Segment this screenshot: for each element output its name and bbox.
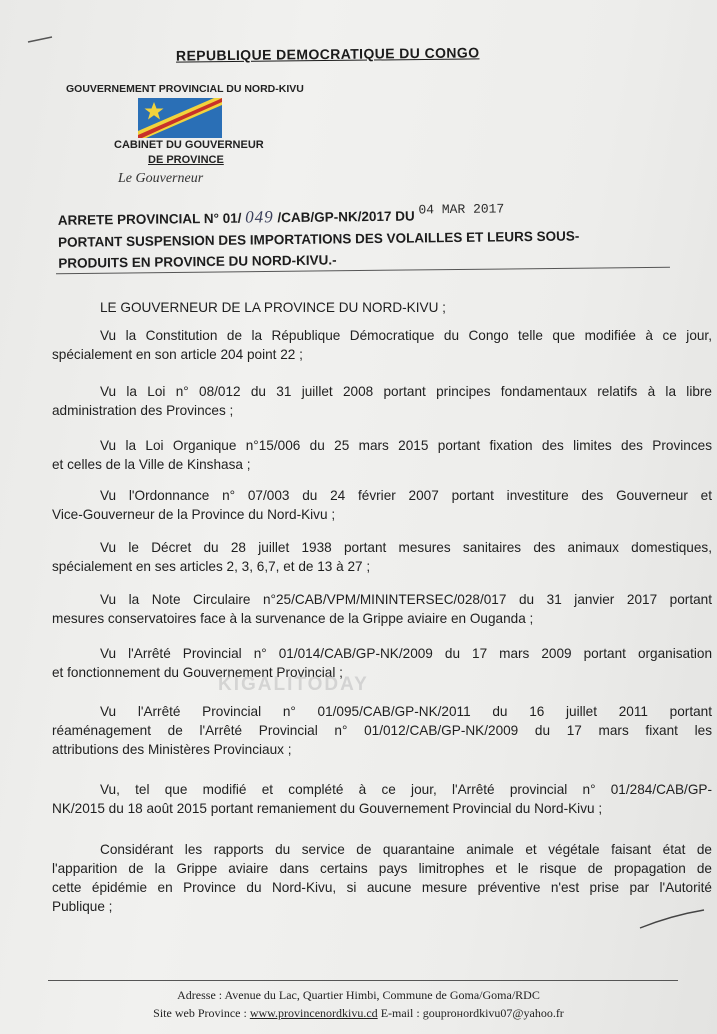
opening-line: LE GOUVERNEUR DE LA PROVINCE DU NORD-KIVU ;	[100, 300, 446, 315]
footer-address: Adresse : Avenue du Lac, Quartier Himbi, Commune de Goma/Goma/RDC	[177, 988, 540, 1002]
arrete-title	[58, 201, 689, 274]
paragraph-arrete-2009: Vu l'Arrêté Provincial n° 01/014/CAB/GP-NK/2009 du 17 mars 2009 portant organisation et fonctionnement du Gouvernement Provincial ;	[52, 646, 712, 680]
website-link[interactable]: www.provincenordkivu.cd	[249, 1006, 378, 1020]
cabinet-block	[114, 138, 264, 168]
paragraph-considerant: Considérant les rapports du service de quarantaine animale et végétale faisant état de l'apparition de la Grippe aviaire dans certains pays limitrophes et le risque de propagation de cette épidémie en Province du Nord-Kivu, si aucune mesure préventive n'est prise par l'Autorité Publique ;	[52, 842, 712, 914]
paragraph-loi-organique: Vu la Loi Organique n°15/006 du 25 mars 2015 portant fixation des limites des Provinces et celles de la Ville de Kinshasa ;	[52, 438, 712, 472]
web-label: Site web Province :	[153, 1006, 250, 1020]
email-link[interactable]: gouprонordkivu07@yahoo.fr	[422, 1006, 564, 1020]
date-stamp: 04 MAR 2017	[418, 201, 505, 218]
footer-contact	[0, 1004, 717, 1022]
watermark: KIGALITODAY	[218, 674, 369, 695]
footer-divider	[48, 980, 678, 981]
arrete-suffix: /CAB/GP-NK/2017 DU	[277, 208, 415, 226]
paragraph-arrete-2011: Vu l'Arrêté Provincial n° 01/095/CAB/GP-NK/2011 du 16 juillet 2011 portant réaménagement de l'Arrêté Provincial n° 01/012/CAB/GP-NK/2009 du 17 mars fixant les attributions des Ministères Provinciaux ;	[52, 704, 712, 757]
provincial-government-label: GOUVERNEMENT PROVINCIAL DU NORD-KIVU	[66, 83, 304, 95]
email-label: E-mail :	[377, 1006, 423, 1020]
arrete-line-2: PORTANT SUSPENSION DES IMPORTATIONS DES VOLAILLES ET LEURS SOUS-	[57, 228, 580, 250]
pen-mark	[26, 34, 56, 46]
cabinet-line-2: DE PROVINCE	[148, 154, 224, 166]
paragraph-loi-2008: Vu la Loi n° 08/012 du 31 juillet 2008 portant principes fondamentaux relatifs à la libre administration des Provinces ;	[52, 384, 712, 418]
gouverneur-title: Le Gouverneur	[118, 171, 204, 186]
drc-flag-icon	[138, 98, 222, 138]
footer	[0, 986, 717, 1022]
paragraph-arrete-2015: Vu, tel que modifié et complété à ce jour, l'Arrêté provincial n° 01/284/CAB/GP- NK/2015 du 18 août 2015 portant remaniement du Gouvernement Provincial du Nord-Kivu ;	[52, 782, 712, 816]
arrete-prefix: ARRETE PROVINCIAL N° 01/	[57, 210, 242, 228]
paragraph-constitution: Vu la Constitution de la République Démocratique du Congo telle que modifiée à ce jour, spécialement en son article 204 point 22 ;	[52, 328, 712, 362]
pen-stroke	[636, 906, 708, 934]
cabinet-line-1: CABINET DU GOUVERNEUR	[114, 139, 264, 151]
republic-heading: REPUBLIQUE DEMOCRATIQUE DU CONGO	[175, 44, 480, 64]
paragraph-decret: Vu le Décret du 28 juillet 1938 portant mesures sanitaires des animaux domestiques, spécialement en ses articles 2, 3, 6,7, et de 13 à 27 ;	[52, 540, 712, 574]
paragraph-note-circulaire: Vu la Note Circulaire n°25/CAB/VPM/MININTERSEC/028/017 du 31 janvier 2017 portant mesures conservatoires face à la survenance de la Grippe aviaire en Ouganda ;	[52, 592, 712, 626]
arrete-number: 049	[245, 207, 274, 227]
arrete-line-3: PRODUITS EN PROVINCE DU NORD-KIVU.-	[58, 252, 337, 271]
paragraph-ordonnance: Vu l'Ordonnance n° 07/003 du 24 février 2007 portant investiture des Gouverneur et Vice-Gouverneur de la Province du Nord-Kivu ;	[52, 488, 712, 522]
